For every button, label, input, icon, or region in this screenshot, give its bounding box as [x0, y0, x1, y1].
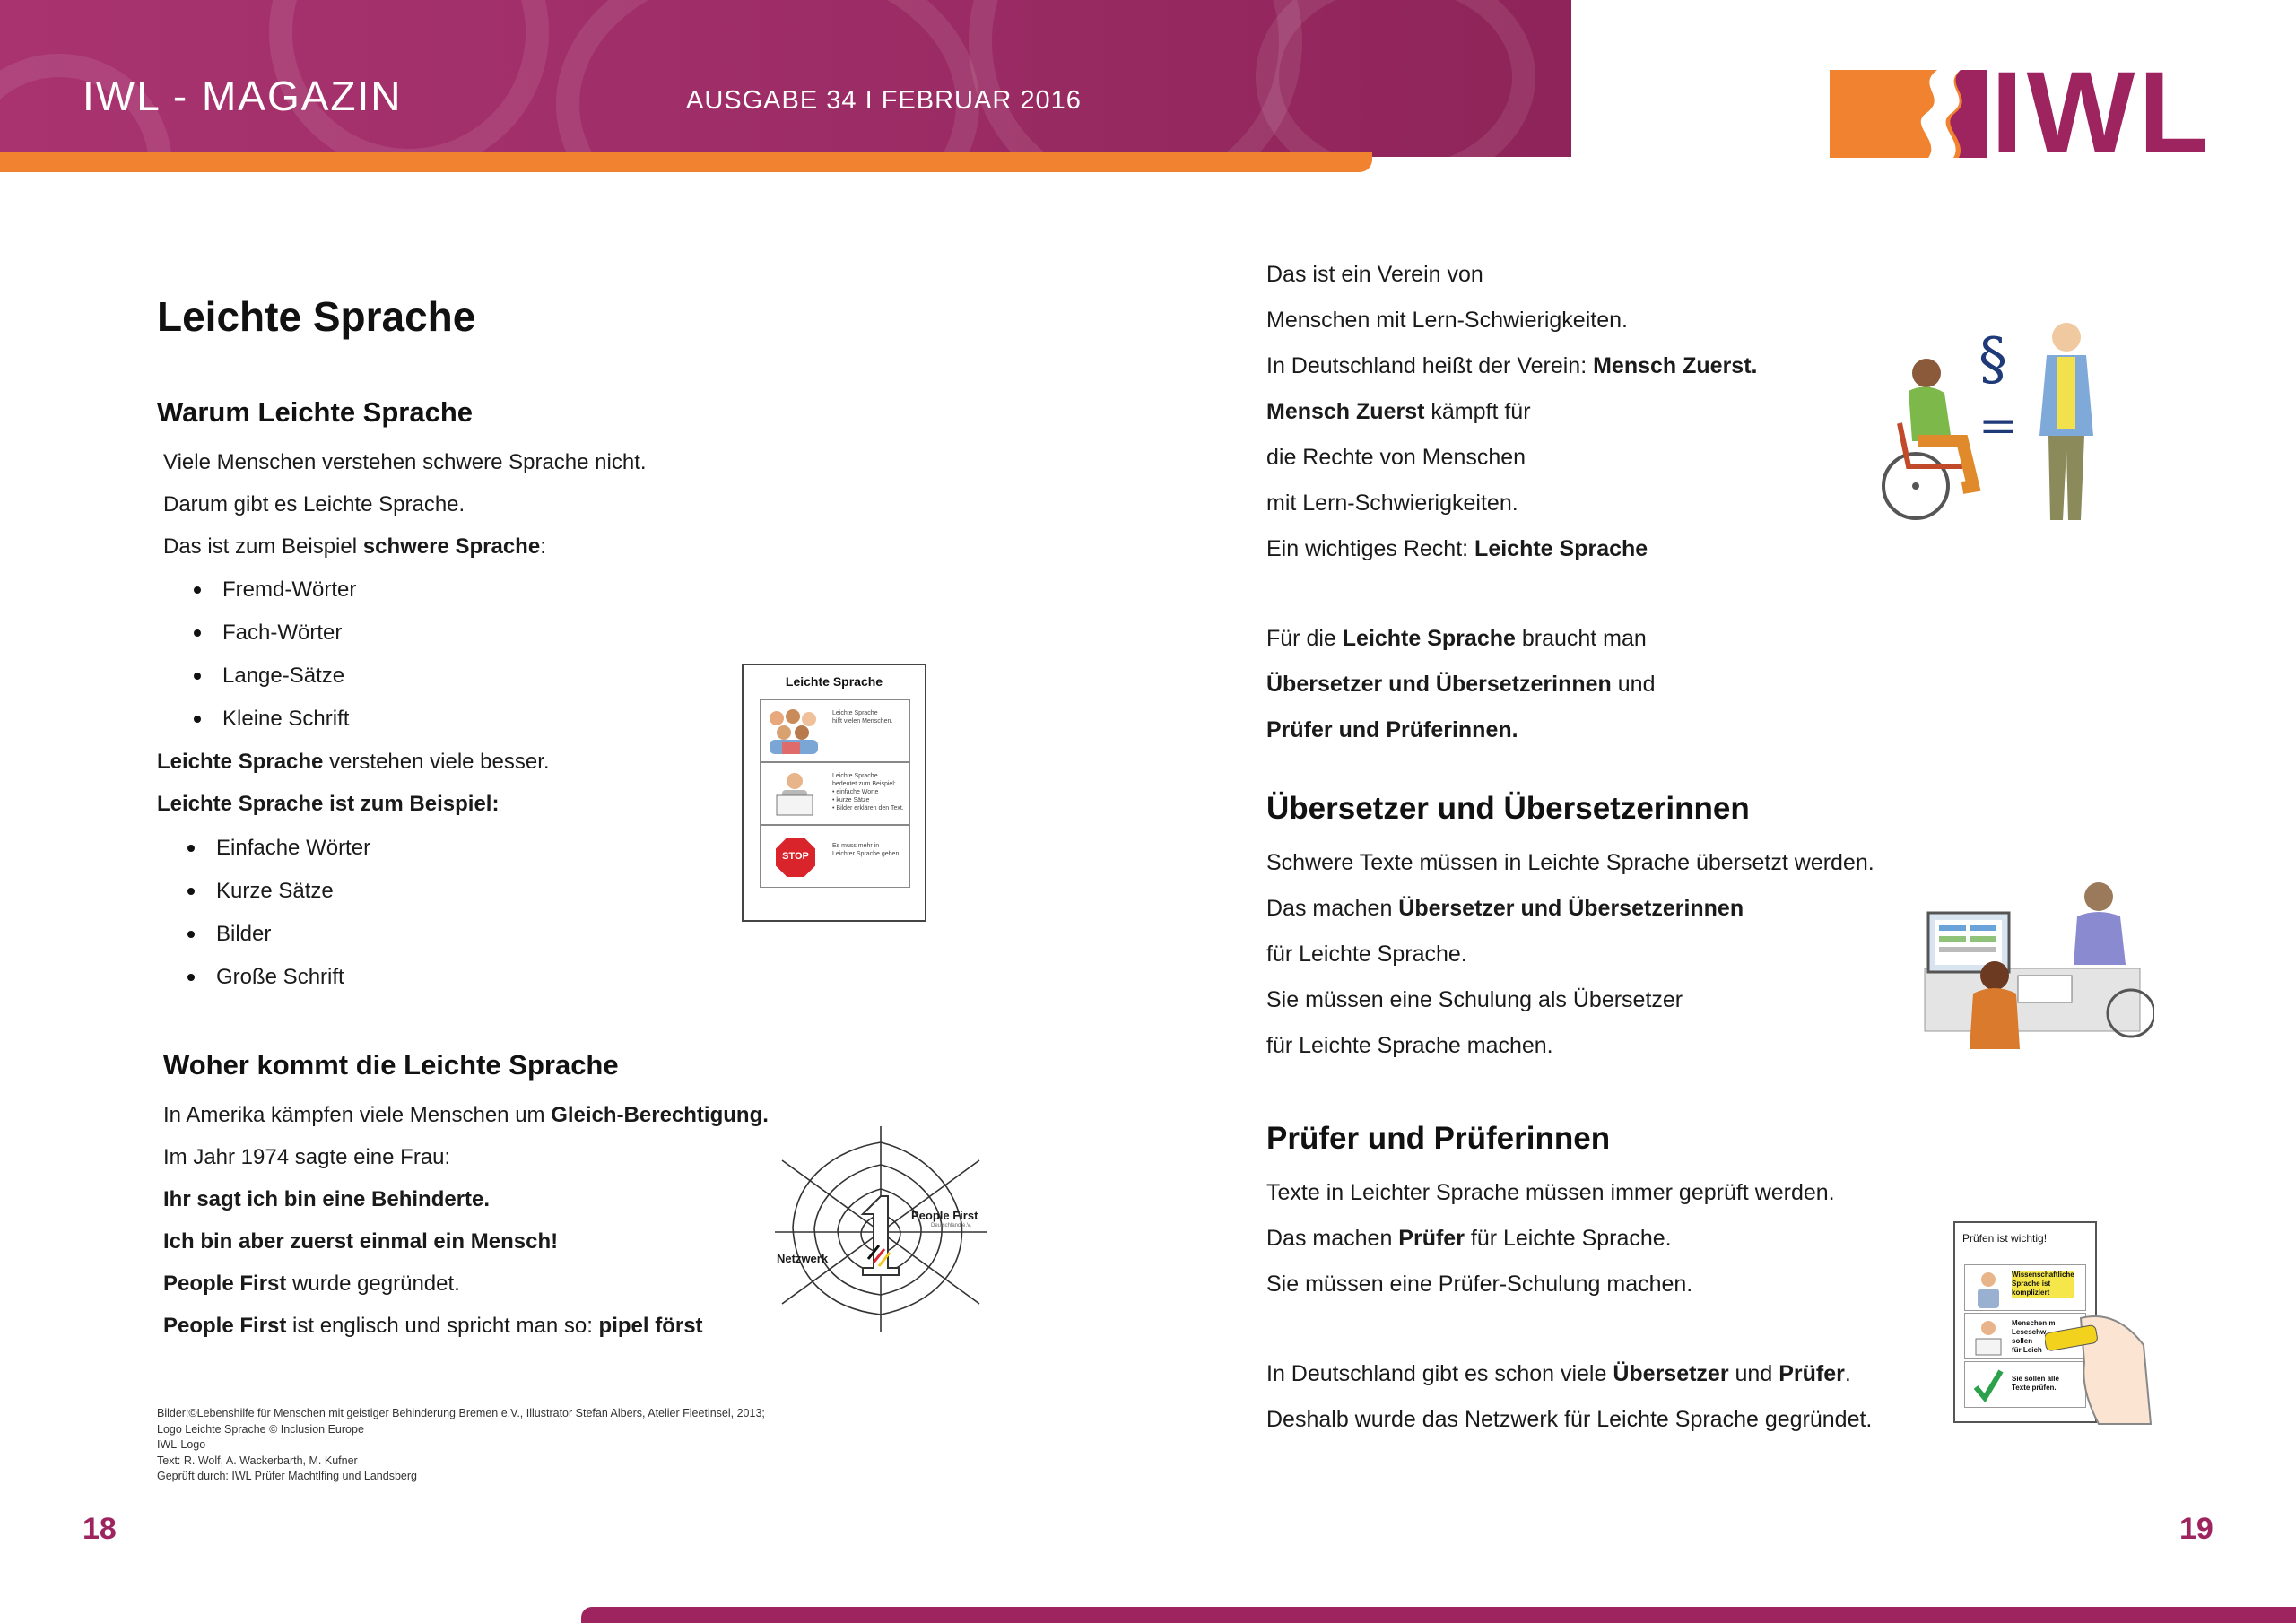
check-row-text: Menschen m Leseschw sollen für Leich — [2012, 1319, 2056, 1354]
svg-text:§: § — [1979, 326, 2007, 393]
text-line: Das machen Übersetzer und Übersetzerinnen — [1266, 896, 1744, 921]
leaflet-title: Leichte Sprache — [785, 674, 883, 689]
iwl-logo — [1830, 48, 2215, 177]
stop-sign-label: STOP — [782, 851, 809, 862]
section-heading-reviewers: Prüfer und Prüferinnen — [1266, 1121, 1611, 1156]
text-line: Das ist ein Verein von — [1266, 262, 1483, 287]
text-line: Mensch Zuerst kämpft für — [1266, 399, 1531, 424]
bullet — [187, 845, 195, 852]
logo-orange-box — [1830, 70, 1987, 158]
text-line: für Leichte Sprache machen. — [1266, 1033, 1553, 1058]
bullet — [194, 716, 201, 723]
list-item: Große Schrift — [216, 965, 344, 989]
text-line: In Amerika kämpfen viele Menschen um Gleich-Berechtigung. — [163, 1103, 769, 1127]
page-title: Leichte Sprache — [157, 293, 476, 340]
text-line: Leichte Sprache verstehen viele besser. — [157, 750, 550, 774]
list-item: Einfache Wörter — [216, 836, 371, 860]
bullet — [194, 673, 201, 680]
text-line: Ich bin aber zuerst einmal ein Mensch! — [163, 1229, 559, 1254]
people-first-label: People First — [911, 1209, 978, 1222]
section-heading-why: Warum Leichte Sprache — [157, 396, 474, 428]
text-line: Übersetzer und Übersetzerinnen und — [1266, 672, 1656, 697]
text-line: Ein wichtiges Recht: Leichte Sprache — [1266, 536, 1648, 561]
credit-line: Bilder:©Lebenshilfe für Menschen mit geistiger Behinderung Bremen e.V., Illustrator Stefan Albers, Atelier Fleetinsel, 2013; — [157, 1407, 765, 1419]
text-line: mit Lern-Schwierigkeiten. — [1266, 490, 1518, 516]
text-line: Für die Leichte Sprache braucht man — [1266, 626, 1647, 651]
text-line: Ihr sagt ich bin eine Behinderte. — [163, 1187, 491, 1211]
credit-line: Logo Leichte Sprache © Inclusion Europe — [157, 1422, 364, 1436]
text-line: Sie müssen eine Prüfer-Schulung machen. — [1266, 1271, 1693, 1297]
header-orange-stripe — [0, 152, 1372, 172]
text-line: Deshalb wurde das Netzwerk für Leichte Sprache gegründet. — [1266, 1407, 1873, 1432]
netzwerk-people-first-logo — [773, 1124, 988, 1334]
highlighter-icon — [2045, 1309, 2152, 1426]
list-item: Kurze Sätze — [216, 879, 334, 903]
check-leaflet-row — [1964, 1264, 2086, 1311]
text-line: Leichte Sprache ist zum Beispiel: — [157, 792, 500, 816]
network-label: Netzwerk — [777, 1252, 829, 1265]
check-row-text: Wissenschaftliche Sprache ist kompliziert — [2012, 1271, 2074, 1297]
text-line: die Rechte von Menschen — [1266, 445, 1526, 470]
bullet — [187, 974, 195, 981]
section-heading-origin: Woher kommt die Leichte Sprache — [163, 1049, 619, 1081]
image-credits — [157, 1406, 765, 1485]
people-at-computer-icon — [1919, 879, 2154, 1049]
footer-bar — [581, 1607, 2296, 1623]
svg-text:=: = — [1979, 399, 2018, 453]
text-line: Das machen Prüfer für Leichte Sprache. — [1266, 1226, 1672, 1251]
credit-line: IWL-Logo — [157, 1438, 206, 1451]
reader-icon — [768, 768, 822, 820]
text-line: Menschen mit Lern-Schwierigkeiten. — [1266, 308, 1628, 333]
leaflet-cell-text: Leichte Sprache bedeutet zum Beispiel: • einfache Worte • kurze Sätze • Bilder erklären den Text. — [832, 773, 904, 812]
bullet — [194, 629, 201, 637]
text-line: Im Jahr 1974 sagte eine Frau: — [163, 1145, 451, 1169]
people-first-sublabel: Deutschland e.V. — [931, 1223, 972, 1228]
wheelchair-user-and-person-icon — [1873, 316, 2115, 531]
text-line: People First wurde gegründet. — [163, 1271, 460, 1296]
crowd-icon — [764, 706, 823, 756]
leaflet-cell-text: Es muss mehr in Leichter Sprache geben. — [832, 843, 901, 857]
reader-icon — [1970, 1317, 2006, 1357]
logo-text: IWL — [1991, 48, 2213, 177]
text-line: Das ist zum Beispiel schwere Sprache: — [163, 534, 546, 559]
logo-figure-icon — [1830, 70, 1987, 158]
person-icon — [1970, 1269, 2006, 1308]
page-number-left: 18 — [83, 1512, 117, 1546]
leaflet-cell — [760, 762, 910, 825]
spider-web-icon — [773, 1124, 988, 1334]
issue-info: AUSGABE 34 I FEBRUAR 2016 — [686, 86, 1082, 115]
bullet — [187, 931, 195, 938]
magazine-title: IWL - MAGAZIN — [83, 73, 403, 119]
credit-line: Geprüft durch: IWL Prüfer Machtlfing und Landsberg — [157, 1470, 417, 1482]
leichte-sprache-leaflet-image — [742, 664, 926, 922]
text-line: für Leichte Sprache. — [1266, 942, 1467, 967]
text-line: In Deutschland gibt es schon viele Übersetzer und Prüfer. — [1266, 1361, 1851, 1386]
text-line: In Deutschland heißt der Verein: Mensch Zuerst. — [1266, 353, 1758, 378]
check-row-text: Sie sollen alle Texte prüfen. — [2012, 1375, 2059, 1392]
text-line: Darum gibt es Leichte Sprache. — [163, 492, 465, 516]
list-item: Kleine Schrift — [222, 707, 350, 731]
decor-swirl — [556, 0, 979, 157]
text-line: Schwere Texte müssen in Leichte Sprache übersetzt werden. — [1266, 850, 1874, 875]
list-item: Lange-Sätze — [222, 664, 345, 688]
check-leaflet-title: Prüfen ist wichtig! — [1962, 1232, 2048, 1245]
equal-rights-illustration — [1873, 316, 2115, 531]
section-heading-translators: Übersetzer und Übersetzerinnen — [1266, 791, 1750, 826]
text-line: Sie müssen eine Schulung als Übersetzer — [1266, 987, 1683, 1012]
text-line: Texte in Leichter Sprache müssen immer geprüft werden. — [1266, 1180, 1835, 1205]
list-item: Fach-Wörter — [222, 621, 343, 645]
credit-line: Text: R. Wolf, A. Wackerbarth, M. Kufner — [157, 1454, 358, 1467]
page-number-right: 19 — [2179, 1512, 2213, 1546]
leaflet-cell-text: Leichte Sprache hilft vielen Menschen. — [832, 710, 893, 725]
bullet — [187, 888, 195, 895]
checkmark-icon — [1972, 1367, 2005, 1403]
text-line: Viele Menschen verstehen schwere Sprache nicht. — [163, 450, 647, 474]
leaflet-cell — [760, 825, 910, 888]
decor-swirl — [1256, 0, 1535, 157]
translators-illustration — [1919, 879, 2154, 1049]
leaflet-cell — [760, 699, 910, 762]
hand-highlighter-illustration — [2045, 1309, 2152, 1426]
decor-swirl — [969, 0, 1302, 157]
text-line: Prüfer und Prüferinnen. — [1266, 717, 1518, 742]
list-item: Bilder — [216, 922, 272, 946]
bullet — [194, 586, 201, 594]
list-item: Fremd-Wörter — [222, 577, 357, 602]
text-line: People First ist englisch und spricht man so: pipel först — [163, 1314, 703, 1338]
